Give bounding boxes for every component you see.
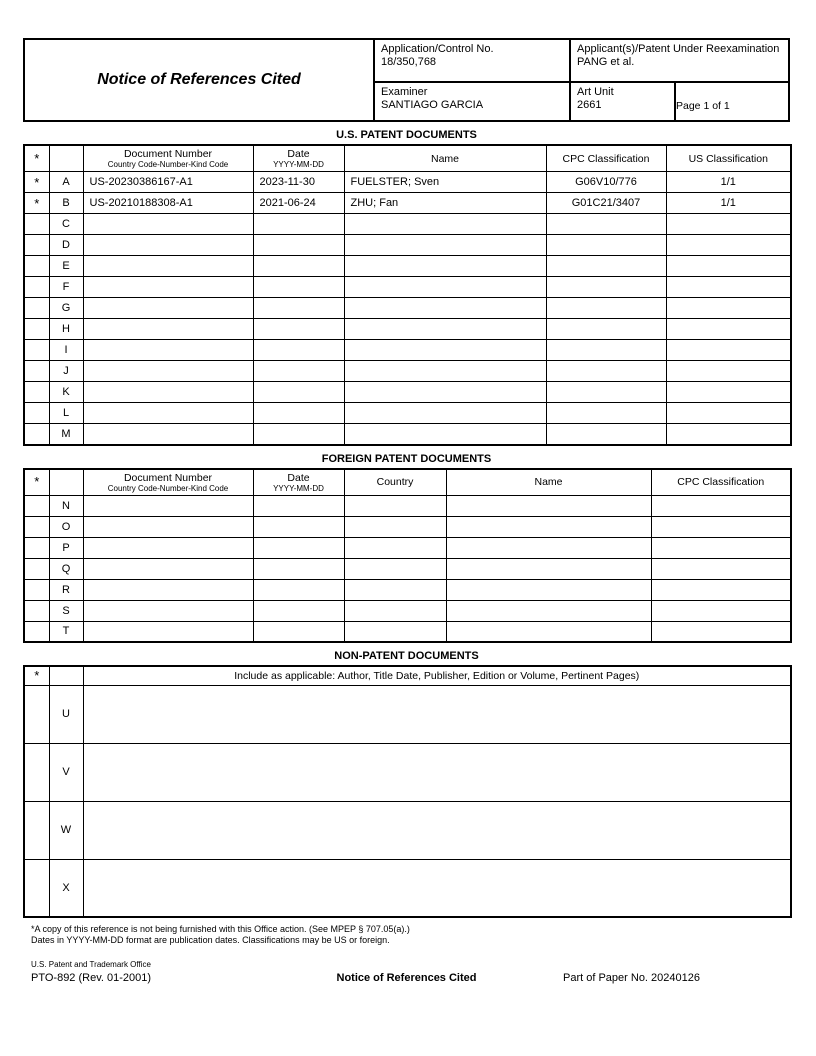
date-cell	[253, 382, 344, 403]
table-row	[24, 403, 791, 424]
doc-number-cell	[83, 537, 253, 558]
non-patent-table	[23, 665, 792, 918]
date-cell	[253, 256, 344, 277]
star-cell	[24, 403, 49, 424]
date-cell	[253, 600, 344, 621]
letter-cell: N	[49, 495, 83, 516]
star-cell	[24, 859, 49, 917]
star-cell	[24, 361, 49, 382]
page-number: Page 1 of 1	[676, 100, 730, 112]
doc-number-cell	[83, 516, 253, 537]
doc-number-cell	[83, 424, 253, 445]
us-patents-table-body	[24, 172, 791, 445]
doc-number-cell	[83, 277, 253, 298]
letter-cell: M	[49, 424, 83, 445]
date-cell	[253, 516, 344, 537]
non-patent-table-body	[24, 685, 791, 917]
country-cell	[344, 579, 446, 600]
country-column-header: Country	[344, 469, 446, 496]
form-title: Notice of References Cited	[97, 71, 301, 88]
name-cell	[344, 298, 546, 319]
applicant-value: PANG et al.	[577, 56, 635, 68]
letter-cell: X	[49, 859, 83, 917]
cpc-cell	[651, 621, 791, 642]
doc-number-cell	[83, 403, 253, 424]
date-cell	[253, 298, 344, 319]
us-patents-table-header	[24, 145, 791, 172]
country-cell	[344, 600, 446, 621]
star-cell: *	[24, 193, 49, 214]
name-cell	[344, 361, 546, 382]
star-cell	[24, 516, 49, 537]
letter-cell: R	[49, 579, 83, 600]
date-cell: 2021-06-24	[253, 193, 344, 214]
us-patents-section-title: U.S. PATENT DOCUMENTS	[336, 129, 477, 141]
date-cell: 2023-11-30	[253, 172, 344, 193]
name-cell	[344, 235, 546, 256]
star-cell	[24, 685, 49, 743]
table-row	[24, 172, 791, 193]
us-class-cell	[666, 361, 791, 382]
table-row	[24, 193, 791, 214]
table-row	[24, 516, 791, 537]
table-row	[24, 256, 791, 277]
name-cell	[344, 382, 546, 403]
letter-cell: F	[49, 277, 83, 298]
name-cell: ZHU; Fan	[344, 193, 546, 214]
cpc-cell	[651, 558, 791, 579]
letter-cell: I	[49, 340, 83, 361]
name-cell	[446, 600, 651, 621]
star-cell	[24, 319, 49, 340]
letter-cell: W	[49, 801, 83, 859]
star-cell	[24, 382, 49, 403]
cpc-cell	[546, 214, 666, 235]
cpc-column-header: CPC Classification	[546, 145, 666, 172]
cpc-cell	[546, 277, 666, 298]
doc-number-cell	[83, 340, 253, 361]
art-unit-label: Art Unit	[577, 86, 614, 98]
doc-number-cell	[83, 382, 253, 403]
table-row	[24, 382, 791, 403]
date-cell	[253, 495, 344, 516]
examiner-label: Examiner	[381, 86, 428, 98]
table-row	[24, 495, 791, 516]
table-row	[24, 235, 791, 256]
star-cell	[24, 537, 49, 558]
doc-number-cell	[83, 214, 253, 235]
letter-cell: O	[49, 516, 83, 537]
date-cell	[253, 537, 344, 558]
date-cell	[253, 424, 344, 445]
footer-office-name: U.S. Patent and Trademark Office	[31, 960, 151, 969]
doc-number-cell	[83, 319, 253, 340]
star-cell	[24, 801, 49, 859]
name-column-header: Name	[344, 145, 546, 172]
cpc-cell	[546, 235, 666, 256]
text-cell	[83, 801, 791, 859]
letter-cell: K	[49, 382, 83, 403]
table-row	[24, 859, 791, 917]
name-cell	[446, 621, 651, 642]
cpc-cell	[546, 256, 666, 277]
text-cell	[83, 859, 791, 917]
star-cell	[24, 340, 49, 361]
star-cell	[24, 600, 49, 621]
us-class-cell	[666, 340, 791, 361]
cpc-cell	[546, 298, 666, 319]
applicant-label: Applicant(s)/Patent Under Reexamination	[577, 43, 780, 55]
doc-number-cell	[83, 621, 253, 642]
date-column-header: Date YYYY-MM-DD	[253, 145, 344, 172]
table-row	[24, 558, 791, 579]
date-cell	[253, 621, 344, 642]
applicant-cell	[569, 40, 790, 83]
letter-cell: P	[49, 537, 83, 558]
star-column-header: *	[24, 145, 49, 172]
star-cell	[24, 579, 49, 600]
star-cell	[24, 424, 49, 445]
name-column-header: Name	[446, 469, 651, 496]
letter-cell: Q	[49, 558, 83, 579]
cpc-cell	[546, 424, 666, 445]
doc-number-cell: US-20230386167-A1	[83, 172, 253, 193]
doc-number-cell	[83, 558, 253, 579]
doc-number-cell	[83, 600, 253, 621]
date-cell	[253, 403, 344, 424]
application-number-cell	[375, 40, 569, 83]
application-number-label: Application/Control No.	[381, 43, 494, 55]
name-cell	[344, 340, 546, 361]
table-row	[24, 214, 791, 235]
form-header-box	[23, 38, 790, 122]
cpc-cell	[546, 319, 666, 340]
footnote-copy-reference: *A copy of this reference is not being furnished with this Office action. (See MPEP § 707.05(a).)	[31, 924, 410, 934]
cpc-cell	[651, 579, 791, 600]
letter-cell: L	[49, 403, 83, 424]
cpc-cell	[651, 516, 791, 537]
letter-cell: T	[49, 621, 83, 642]
footer-form-title: Notice of References Cited	[336, 972, 477, 984]
star-cell	[24, 621, 49, 642]
star-cell	[24, 235, 49, 256]
us-class-cell	[666, 298, 791, 319]
date-cell	[253, 235, 344, 256]
table-row	[24, 319, 791, 340]
date-cell	[253, 214, 344, 235]
cpc-cell	[546, 361, 666, 382]
foreign-patents-table-header	[24, 469, 791, 496]
doc-number-cell	[83, 579, 253, 600]
country-cell	[344, 621, 446, 642]
foreign-patents-section-title: FOREIGN PATENT DOCUMENTS	[321, 452, 492, 465]
date-cell	[253, 277, 344, 298]
country-cell	[344, 558, 446, 579]
us-class-cell	[666, 235, 791, 256]
star-cell: *	[24, 172, 49, 193]
us-patents-table	[23, 144, 792, 446]
letter-cell: S	[49, 600, 83, 621]
application-number-value: 18/350,768	[381, 56, 437, 68]
cpc-cell: G06V10/776	[546, 172, 666, 193]
date-cell	[253, 558, 344, 579]
us-class-cell	[666, 403, 791, 424]
doc-number-cell: US-20210188308-A1	[83, 193, 253, 214]
star-cell	[24, 743, 49, 801]
form-content	[23, 38, 790, 990]
date-cell	[253, 340, 344, 361]
letter-cell: A	[49, 172, 83, 193]
name-cell	[344, 424, 546, 445]
table-row	[24, 298, 791, 319]
art-unit-cell	[569, 83, 674, 120]
text-cell	[83, 685, 791, 743]
doc-number-cell	[83, 298, 253, 319]
letter-cell: U	[49, 685, 83, 743]
footnotes	[23, 924, 790, 946]
table-row	[24, 685, 791, 743]
table-row	[24, 579, 791, 600]
star-cell	[24, 214, 49, 235]
date-cell	[253, 319, 344, 340]
document-number-column-header: Document Number Country Code-Number-Kind Code	[83, 145, 253, 172]
foreign-patents-table-body	[24, 495, 791, 642]
star-cell	[24, 558, 49, 579]
table-row	[24, 424, 791, 445]
name-cell	[344, 403, 546, 424]
include-as-applicable-header: Include as applicable: Author, Title Date, Publisher, Edition or Volume, Pertinent Pages)	[83, 666, 791, 685]
letter-column-header	[49, 145, 83, 172]
cpc-cell	[546, 340, 666, 361]
footer-form-number: PTO-892 (Rev. 01-2001)	[31, 972, 152, 984]
star-cell	[24, 256, 49, 277]
letter-column-header	[49, 666, 83, 685]
us-class-cell	[666, 382, 791, 403]
form-footer	[23, 960, 790, 990]
us-class-cell: 1/1	[666, 193, 791, 214]
doc-number-cell	[83, 495, 253, 516]
us-class-cell	[666, 424, 791, 445]
letter-cell: V	[49, 743, 83, 801]
us-class-column-header: US Classification	[666, 145, 791, 172]
foreign-patents-table	[23, 468, 792, 644]
name-cell: FUELSTER; Sven	[344, 172, 546, 193]
us-class-cell	[666, 319, 791, 340]
date-cell	[253, 579, 344, 600]
star-column-header: *	[24, 469, 49, 496]
star-column-header: *	[24, 666, 49, 685]
letter-cell: E	[49, 256, 83, 277]
art-unit-value: 2661	[577, 99, 602, 111]
table-row	[24, 743, 791, 801]
table-row	[24, 537, 791, 558]
date-column-header: Date YYYY-MM-DD	[253, 469, 344, 496]
letter-cell: J	[49, 361, 83, 382]
document-number-column-header: Document Number Country Code-Number-Kind Code	[83, 469, 253, 496]
table-row	[24, 277, 791, 298]
cpc-cell	[651, 537, 791, 558]
letter-cell: D	[49, 235, 83, 256]
footnote-dates-format: Dates in YYYY-MM-DD format are publication dates. Classifications may be US or foreign.	[31, 935, 390, 945]
name-cell	[344, 277, 546, 298]
doc-number-cell	[83, 361, 253, 382]
us-class-cell	[666, 214, 791, 235]
letter-cell: B	[49, 193, 83, 214]
name-cell	[446, 537, 651, 558]
us-class-cell	[666, 256, 791, 277]
country-cell	[344, 537, 446, 558]
examiner-cell	[375, 83, 569, 120]
cpc-cell	[651, 600, 791, 621]
form-title-cell	[25, 40, 375, 120]
name-cell	[344, 256, 546, 277]
letter-cell: H	[49, 319, 83, 340]
name-cell	[446, 579, 651, 600]
non-patent-section-title: NON-PATENT DOCUMENTS	[334, 650, 479, 662]
cpc-column-header: CPC Classification	[651, 469, 791, 496]
examiner-value: SANTIAGO GARCIA	[381, 99, 484, 111]
footer-row	[23, 970, 790, 986]
name-cell	[344, 214, 546, 235]
star-cell	[24, 277, 49, 298]
table-row	[24, 801, 791, 859]
letter-cell: G	[49, 298, 83, 319]
text-cell	[83, 743, 791, 801]
doc-number-cell	[83, 256, 253, 277]
name-cell	[344, 319, 546, 340]
cpc-cell	[651, 495, 791, 516]
table-row	[24, 621, 791, 642]
doc-number-cell	[83, 235, 253, 256]
us-class-cell	[666, 277, 791, 298]
cpc-cell	[546, 382, 666, 403]
star-cell	[24, 298, 49, 319]
star-cell	[24, 495, 49, 516]
country-cell	[344, 516, 446, 537]
table-row	[24, 361, 791, 382]
country-cell	[344, 495, 446, 516]
table-row	[24, 600, 791, 621]
cpc-cell: G01C21/3407	[546, 193, 666, 214]
letter-cell: C	[49, 214, 83, 235]
non-patent-table-header	[24, 666, 791, 685]
date-cell	[253, 361, 344, 382]
page-number-cell	[674, 83, 790, 120]
letter-column-header	[49, 469, 83, 496]
name-cell	[446, 495, 651, 516]
us-class-cell: 1/1	[666, 172, 791, 193]
name-cell	[446, 558, 651, 579]
cpc-cell	[546, 403, 666, 424]
table-row	[24, 340, 791, 361]
footer-paper-number: Part of Paper No. 20240126	[563, 972, 700, 984]
name-cell	[446, 516, 651, 537]
